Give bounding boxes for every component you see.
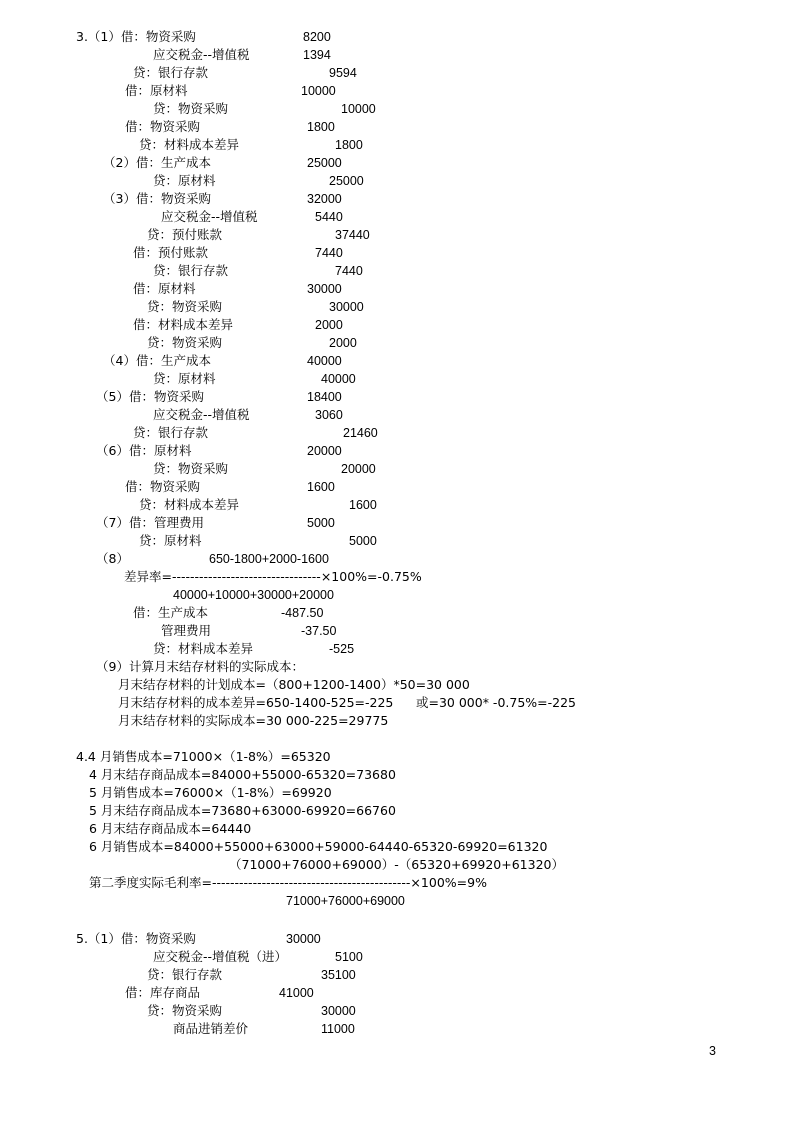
line-amount: -487.50 xyxy=(281,606,324,620)
line-text: 借：物资采购 xyxy=(125,119,201,134)
line-text: 借：生产成本 xyxy=(133,605,209,620)
line-text: （5）借：物资采购 xyxy=(96,389,204,404)
line-amount: -37.50 xyxy=(301,624,337,638)
line-amount: （71000+76000+69000）-（65320+69920+61320） xyxy=(229,857,564,872)
line-text: 借：物资采购 xyxy=(125,479,201,494)
line-amount: 40000 xyxy=(307,354,342,368)
line-amount: 5100 xyxy=(335,950,363,964)
line-amount: 7440 xyxy=(335,264,363,278)
line-amount: 1800 xyxy=(335,138,363,152)
line-text: 贷：物资采购 xyxy=(153,101,229,116)
line-text: 贷：银行存款 xyxy=(133,65,209,80)
line-amount: 5440 xyxy=(315,210,343,224)
line-text: 贷：原材料 xyxy=(139,533,202,548)
line-amount: 25000 xyxy=(329,174,364,188)
line-text: 商品进销差价 xyxy=(173,1021,249,1036)
line-text: 5 月末结存商品成本=73680+63000-69920=66760 xyxy=(89,803,396,818)
line-text: 5.（1）借：物资采购 xyxy=(76,931,196,946)
line-text: 4.4 月销售成本=71000×（1-8%）=65320 xyxy=(76,749,331,764)
line-text: 贷：物资采购 xyxy=(147,335,223,350)
line-text: 管理费用 xyxy=(161,623,212,638)
line-text: （3）借：物资采购 xyxy=(103,191,211,206)
line-amount: 9594 xyxy=(329,66,357,80)
line-amount: 30000 xyxy=(329,300,364,314)
line-text: 应交税金--增值税 xyxy=(161,209,258,224)
line-text: 贷：物资采购 xyxy=(147,1003,223,1018)
line-text: 贷：材料成本差异 xyxy=(139,137,240,152)
line-amount: 5000 xyxy=(349,534,377,548)
line-text: 5 月销售成本=76000×（1-8%）=69920 xyxy=(89,785,332,800)
line-amount: -525 xyxy=(329,642,355,656)
line-text: 第二季度实际毛利率=--------------------------------------------×100%=9% xyxy=(89,875,487,890)
line-text: 借：预付账款 xyxy=(133,245,209,260)
line-text: 借：材料成本差异 xyxy=(133,317,234,332)
line-text: 借：原材料 xyxy=(133,281,196,296)
line-amount: 40000 xyxy=(321,372,356,386)
line-text: 月末结存材料的成本差异=650-1400-525=-225 xyxy=(118,695,394,710)
line-text: 月末结存材料的计划成本=（800+1200-1400）*50=30 000 xyxy=(118,677,470,692)
line-text: （9）计算月末结存材料的实际成本： xyxy=(96,659,304,674)
line-amount: 1600 xyxy=(307,480,335,494)
line-amount: 71000+76000+69000 xyxy=(286,894,405,908)
line-amount: 41000 xyxy=(279,986,314,1000)
line-text: （6）借：原材料 xyxy=(96,443,192,458)
line-amount: 10000 xyxy=(301,84,336,98)
line-text: 贷：原材料 xyxy=(153,371,216,386)
line-text: （7）借：管理费用 xyxy=(96,515,204,530)
line-amount: 18400 xyxy=(307,390,342,404)
line-amount: 25000 xyxy=(307,156,342,170)
line-text: 借：库存商品 xyxy=(125,985,201,1000)
line-amount: 650-1800+2000-1600 xyxy=(209,552,329,566)
line-amount: 40000+10000+30000+20000 xyxy=(173,588,334,602)
line-text: 贷：物资采购 xyxy=(153,461,229,476)
line-text: 6 月销售成本=84000+55000+63000+59000-64440-65320-69920=61320 xyxy=(89,839,548,854)
line-text: 4 月末结存商品成本=84000+55000-65320=73680 xyxy=(89,767,396,782)
line-text: 应交税金--增值税 xyxy=(153,407,250,422)
page-number: 3 xyxy=(709,1044,716,1058)
line-amount: 35100 xyxy=(321,968,356,982)
line-text: 3.（1）借：物资采购 xyxy=(76,29,196,44)
line-text: （8） xyxy=(96,551,129,566)
line-text: 贷：物资采购 xyxy=(147,299,223,314)
line-amount: 21460 xyxy=(343,426,378,440)
line-amount: 1800 xyxy=(307,120,335,134)
line-text: 贷：银行存款 xyxy=(133,425,209,440)
line-amount: 或=30 000* -0.75%=-225 xyxy=(416,695,576,710)
line-text: 贷：银行存款 xyxy=(153,263,229,278)
line-amount: 11000 xyxy=(321,1022,355,1036)
line-text: 贷：原材料 xyxy=(153,173,216,188)
line-amount: 20000 xyxy=(307,444,342,458)
line-text: 应交税金--增值税（进） xyxy=(153,949,288,964)
line-text: 月末结存材料的实际成本=30 000-225=29775 xyxy=(118,713,389,728)
line-amount: 32000 xyxy=(307,192,342,206)
line-amount: 20000 xyxy=(341,462,376,476)
line-text: 差异率=---------------------------------×100%=-0.75% xyxy=(124,569,422,584)
line-text: 贷：材料成本差异 xyxy=(153,641,254,656)
line-text: （4）借：生产成本 xyxy=(103,353,211,368)
line-text: 贷：预付账款 xyxy=(147,227,223,242)
line-amount: 5000 xyxy=(307,516,335,530)
line-amount: 30000 xyxy=(307,282,342,296)
line-amount: 2000 xyxy=(315,318,343,332)
line-amount: 37440 xyxy=(335,228,370,242)
line-amount: 1600 xyxy=(349,498,377,512)
line-amount: 7440 xyxy=(315,246,343,260)
line-text: 贷：材料成本差异 xyxy=(139,497,240,512)
line-text: （2）借：生产成本 xyxy=(103,155,211,170)
line-amount: 8200 xyxy=(303,30,331,44)
line-amount: 30000 xyxy=(321,1004,356,1018)
line-text: 应交税金--增值税 xyxy=(153,47,250,62)
line-amount: 30000 xyxy=(286,932,321,946)
line-text: 借：原材料 xyxy=(125,83,188,98)
line-text: 6 月末结存商品成本=64440 xyxy=(89,821,252,836)
line-amount: 2000 xyxy=(329,336,357,350)
line-text: 贷：银行存款 xyxy=(147,967,223,982)
line-amount: 1394 xyxy=(303,48,331,62)
line-amount: 3060 xyxy=(315,408,343,422)
line-amount: 10000 xyxy=(341,102,376,116)
